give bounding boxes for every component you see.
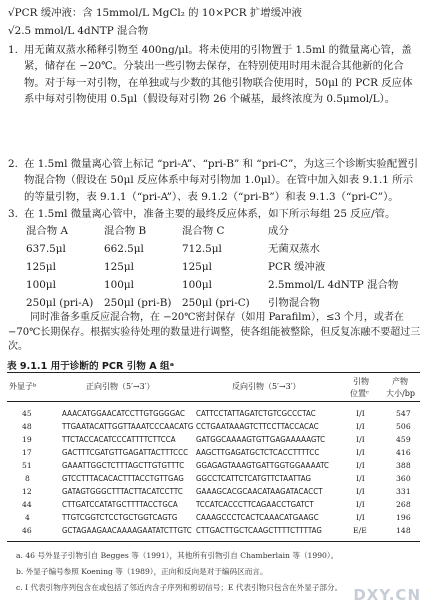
- header-position: 引物: [353, 377, 369, 386]
- cell-size: 268: [396, 500, 411, 509]
- cell-position: I/I: [356, 422, 365, 431]
- cell-position: I/I: [356, 409, 365, 418]
- cell-reverse: CATTCCTATTAGATCTGTCGCCCTAC: [196, 409, 316, 418]
- mix-cell: PCR 缓冲液: [268, 261, 326, 273]
- cell-forward: GTCCTTTACACACTTTACCTGTTGAG: [62, 474, 184, 483]
- cell-position: I/I: [356, 487, 365, 496]
- cell-reverse: CCTGAATAAAGTCTTCCTTACCACAC: [196, 422, 319, 431]
- step-text: 用无菌双蒸水稀释引物至 400ng/μl。将未使用的引物置于 1.5ml 的微量离心管，盖紧，储存在 −20℃。分装出一些引物去保存，在特别使用时用未混合其他新的化合物。对于每一对引物，在单独或与少数的其他引物联合使用时，50μl 的 PCR 反应体系中每对引物使用 0.5μl（假设每对引物 26 个碱基，最终浓度为 0.5μmol/L）。: [24, 44, 413, 105]
- header-size: 产物: [392, 377, 408, 386]
- mix-cell: 引物混合物: [268, 297, 320, 309]
- cell-exon: 17: [22, 448, 32, 457]
- cell-reverse: GATGGCAAAAGTGTTGAGAAAAAGTC: [196, 435, 326, 444]
- closing-paragraph: 同时准备多重反应混合物，在 −20℃密封保存（如用 Parafilm），≤3 个月，或者在 −70℃长期保存。根据实验待处理的数量进行调整，使各组能被整除，但反复冻融不要超过三次。: [8, 312, 421, 352]
- cell-reverse: GAAAGCACGCAACATAAGATACACCT: [196, 487, 323, 496]
- step-1: [8, 42, 421, 107]
- table-row: [0, 526, 429, 540]
- mix-cell: 125μl: [104, 261, 134, 273]
- cell-size: 148: [396, 526, 411, 535]
- cell-size: 331: [396, 487, 411, 496]
- mix-cell: 125μl: [26, 261, 56, 273]
- mix-header-b: 混合物 B: [104, 225, 147, 237]
- item-dntp-mix: √2.5 mmol/L 4dNTP 混合物: [8, 25, 149, 37]
- cell-exon: 44: [22, 500, 32, 509]
- header-exon: 外显子ᵇ: [9, 382, 37, 391]
- mix-header-a: 混合物 A: [26, 225, 68, 237]
- header-size-sub: 大小/bp: [386, 389, 415, 398]
- cell-reverse: GGAGAGTAAAGTGATTGGTGGAAAATC: [196, 461, 330, 470]
- footnote-c: c. I 代表引物序列包含在或包括了邻近内含子序列和剪切信号；E 代表引物只包含在外显子部分。: [16, 583, 343, 592]
- cell-position: I/I: [356, 461, 365, 470]
- step-text: 在 1.5ml 微量离心管中，准备主要的最终反应体系，如下所示每组 25 反应/管。: [24, 208, 396, 220]
- cell-forward: GAAATTGGCTCTTTAGCTTGTGTTTC: [62, 461, 185, 470]
- cell-position: I/I: [356, 435, 365, 444]
- cell-exon: 19: [22, 435, 32, 444]
- cell-reverse: AAGCTTGAGATGCTCTCACCTTTTCC: [196, 448, 320, 457]
- mix-cell: 250μl (pri-B): [104, 297, 172, 309]
- cell-exon: 51: [22, 461, 32, 470]
- step-text: 在 1.5ml 微量离心管上标记 “pri-A”、“pri-B” 和 “pri-C”，为这三个诊断实验配置引物混合物（假设在 50μl 反应体系中每对引物加 1.0μl）。在管中加入如表 9.1.1 所示的等量引物，表 9.1.1（“pri-A”）、表 9.1.2（“pri-B”）和表 9.1.3（“pri-C”）。: [24, 158, 418, 203]
- footnote-a: a. 46 号外显子引物引自 Begges 等（1991），其他所有引物引自 Chamberlain 等（1990）。: [16, 551, 339, 560]
- table-row: [0, 435, 429, 449]
- item-pcr-buffer: √PCR 缓冲液：含 15mmol/L MgCl₂ 的 10×PCR 扩增缓冲液: [8, 7, 302, 19]
- mix-cell: 662.5μl: [104, 243, 144, 255]
- cell-forward: TTGAATACATTGGTTAAATCCCAACATG: [62, 422, 194, 431]
- cell-forward: AAACATGGAACATCCTTGTGGGGAC: [62, 409, 186, 418]
- cell-size: 547: [396, 409, 411, 418]
- cell-exon: 12: [22, 487, 32, 496]
- table-row: [0, 487, 429, 501]
- mix-cell: 100μl: [182, 279, 212, 291]
- table-row: [0, 461, 429, 475]
- table-row: [0, 409, 429, 423]
- table-header-rule: [7, 401, 420, 402]
- mix-cell: 100μl: [26, 279, 56, 291]
- cell-forward: GCTAGAAGAACAAAAGAATATCTTGTC: [62, 526, 192, 535]
- mix-cell: 2.5mmol/L 4dNTP 混合物: [268, 279, 399, 291]
- mix-header-component: 成分: [268, 225, 289, 237]
- mix-cell: 100μl: [104, 279, 134, 291]
- cell-size: 506: [396, 422, 411, 431]
- cell-position: I/I: [356, 474, 365, 483]
- cell-reverse: TCCATCACCCTTCAGAACCTGATCT: [196, 500, 314, 509]
- footnote-b: b. 外显子编号参照 Koening 等（1989），正向和反向是对于编码区而言。: [16, 567, 268, 576]
- step-2: [8, 156, 421, 205]
- table-row: [0, 448, 429, 462]
- step-number: 3.: [8, 208, 18, 220]
- header-forward: 正向引物（5′→3′）: [86, 382, 155, 391]
- header-reverse: 反向引物（5′→3′）: [232, 382, 301, 391]
- cell-position: I/I: [356, 448, 365, 457]
- cell-forward: GATAGTGGGCTTTACTTACATCCTTC: [62, 487, 183, 496]
- cell-forward: GACTTTCGATGTTGAGATTACTTTCCC: [62, 448, 189, 457]
- table-bottom-rule: [7, 541, 420, 542]
- cell-exon: 46: [22, 526, 32, 535]
- cell-exon: 48: [22, 422, 32, 431]
- step-number: 2.: [8, 158, 18, 170]
- cell-size: 360: [396, 474, 411, 483]
- mix-cell: 250μl (pri-C): [182, 297, 250, 309]
- mix-cell: 712.5μl: [182, 243, 222, 255]
- table-row: [0, 500, 429, 514]
- table-row: [0, 513, 429, 527]
- watermark: DXY.CN: [353, 586, 421, 604]
- table-row: [0, 474, 429, 488]
- cell-size: 196: [396, 513, 411, 522]
- mix-cell: 250μl (pri-A): [26, 297, 94, 309]
- mix-cell: 125μl: [182, 261, 212, 273]
- cell-exon: 8: [25, 474, 30, 483]
- cell-size: 459: [396, 435, 411, 444]
- cell-forward: TTCTACCACATCCCATTTTCTTCCA: [62, 435, 176, 444]
- table-row: [0, 422, 429, 436]
- mix-cell: 637.5μl: [26, 243, 66, 255]
- cell-reverse: CTTGACTTGCTCAAGCTTTTCTTTTAG: [196, 526, 322, 535]
- cell-reverse: GGCCTCATTCTCATGTTCTAATTAG: [196, 474, 311, 483]
- cell-exon: 45: [22, 409, 32, 418]
- step-3: [8, 206, 421, 222]
- cell-size: 388: [396, 461, 411, 470]
- table-top-rule: [7, 372, 420, 373]
- cell-forward: CTTGATCCATATGCTTTTACCTGCA: [62, 500, 178, 509]
- step-number: 1.: [8, 44, 18, 56]
- cell-exon: 4: [25, 513, 30, 522]
- mix-header-c: 混合物 C: [182, 225, 225, 237]
- cell-position: I/I: [356, 500, 365, 509]
- table-caption: 表 9.1.1 用于诊断的 PCR 引物 A 组ᵃ: [7, 361, 174, 372]
- cell-forward: TTGTCGGTCTCCTGCTGGTCAGTG: [62, 513, 178, 522]
- cell-position: E/E: [353, 526, 367, 535]
- cell-size: 416: [396, 448, 411, 457]
- cell-position: I/I: [356, 513, 365, 522]
- cell-reverse: CAAAGCCCTCACTCAAACATGAAGC: [196, 513, 319, 522]
- mix-cell: 无菌双蒸水: [268, 243, 320, 255]
- header-position-sub: 位置ᶜ: [350, 389, 369, 398]
